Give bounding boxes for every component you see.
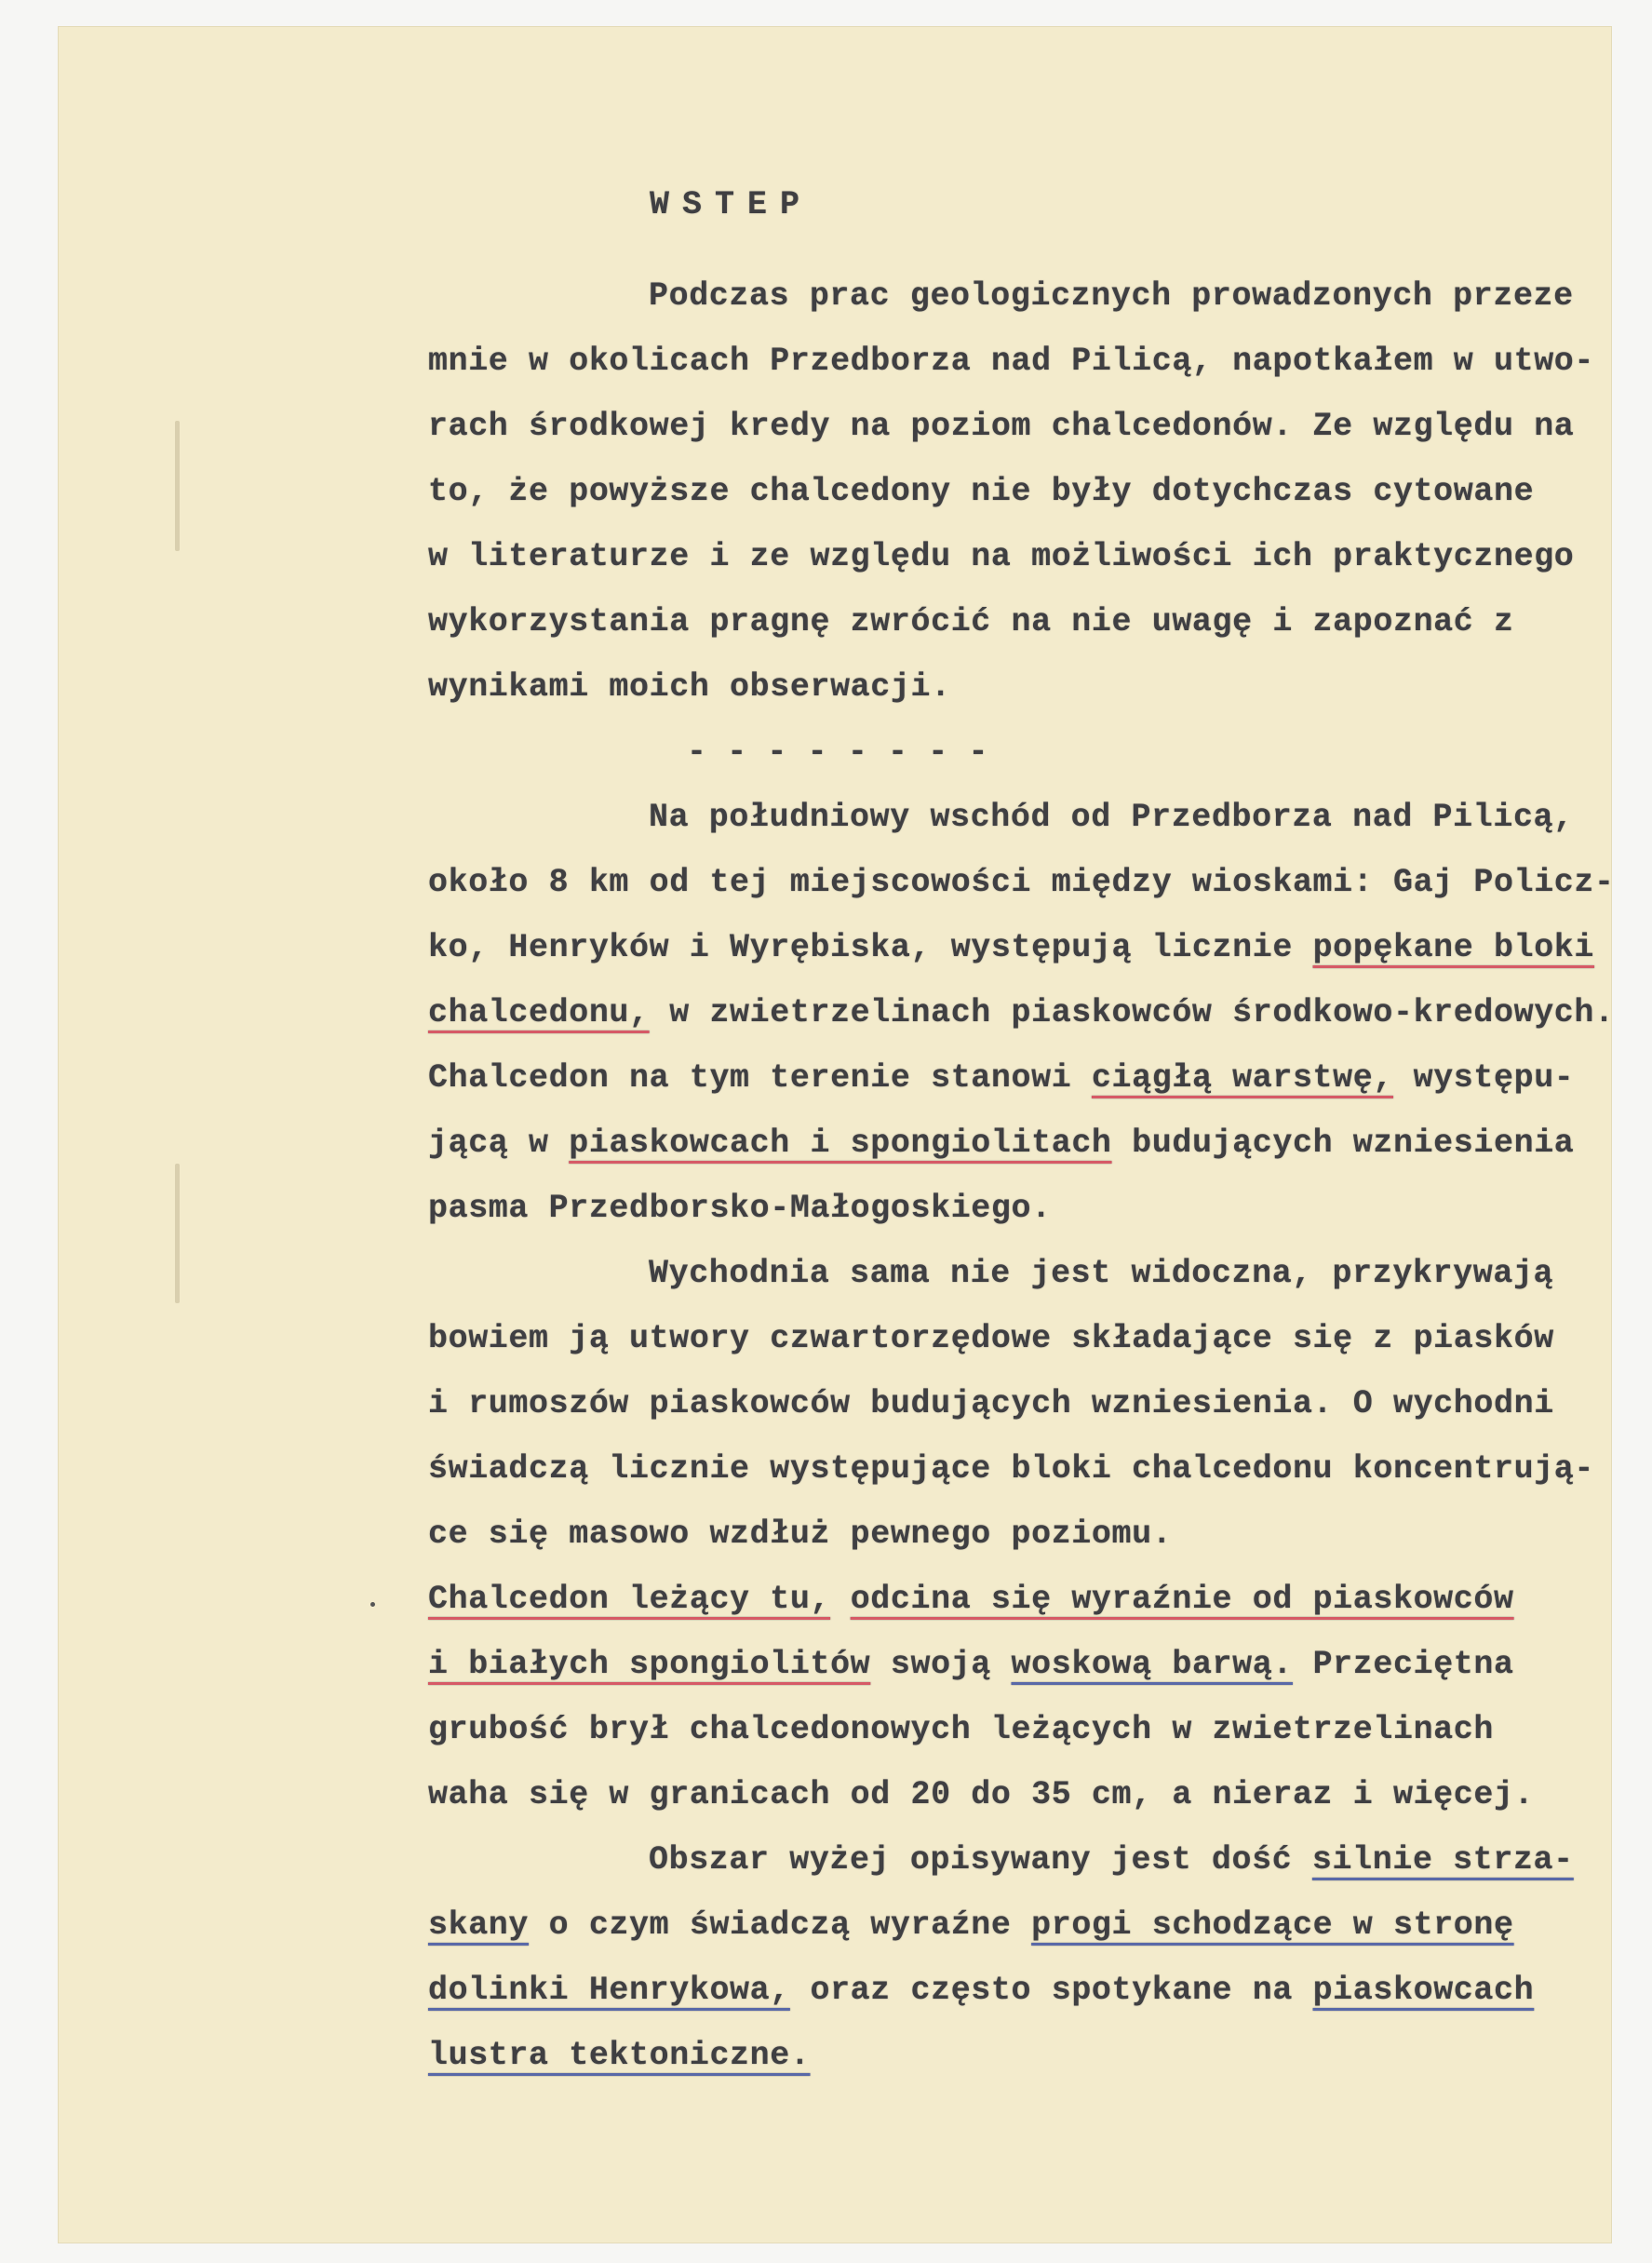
para2-line-1: Na południowy wschód od Przedborza nad Pilicą, (649, 799, 1574, 836)
para1-line-1: Podczas prac geologicznych prowadzonych przeze (649, 277, 1574, 315)
para3-line-5: ce się masowo wzdłuż pewnego poziomu. (428, 1515, 1173, 1553)
para3-line-2: bowiem ją utwory czwartorzędowe składające się z piasków (428, 1320, 1554, 1357)
para1-line-2: mnie w okolicach Przedborza nad Pilicą, napotkałem w utwo- (428, 343, 1594, 380)
red-underlined-phrase: chalcedonu, (428, 994, 650, 1031)
para2-line-3 (428, 929, 1594, 966)
para5-line-2 (428, 1906, 1514, 1944)
text-segment: występu- (1392, 1059, 1575, 1097)
para4-line-3: grubość brył chalcedonowych leżących w zwietrzelinach (428, 1711, 1494, 1748)
text-segment: swoją (870, 1646, 1012, 1683)
blue-underlined-phrase: skany (428, 1906, 530, 1944)
text-segment: Chalcedon na tym terenie stanowi (428, 1059, 1092, 1097)
para5-line-1 (649, 1841, 1574, 1879)
blue-underlined-phrase: progi schodzące w stronę (1031, 1906, 1514, 1944)
para1-line-4: to, że powyższe chalcedony nie były dotychczas cytowane (428, 473, 1535, 510)
para2-line-6 (428, 1125, 1574, 1162)
blue-underlined-phrase: dolinki Henrykowa, (428, 1972, 790, 2009)
para5-line-4 (428, 2037, 810, 2074)
staple-hole-middle (175, 1164, 180, 1303)
blue-underlined-phrase: silnie strza- (1311, 1841, 1574, 1879)
para1-line-3: rach środkowej kredy na poziom chalcedonów. Ze względu na (428, 408, 1575, 445)
para1-line-7: wynikami moich obserwacji. (428, 668, 951, 706)
para1-line-5: w literaturze i ze względu na możliwości ich praktycznego (428, 538, 1575, 575)
para2-line-4 (428, 994, 1615, 1031)
red-underlined-phrase: ciągłą warstwę, (1091, 1059, 1393, 1097)
text-segment (830, 1581, 851, 1618)
red-underlined-phrase: i białych spongiolitów (428, 1646, 871, 1683)
blue-underlined-phrase: piaskowcach (1312, 1972, 1535, 2009)
para5-line-3 (428, 1972, 1534, 2009)
text-segment: budujących wzniesienia (1111, 1125, 1575, 1162)
blue-underlined-phrase: woskową barwą. (1011, 1646, 1293, 1683)
typed-text (58, 26, 1615, 2074)
text-segment: w zwietrzelinach piaskowców środkowo-kredowych. (649, 994, 1615, 1031)
text-segment: Obszar wyżej opisywany jest dość (649, 1841, 1312, 1879)
para4-line-1 (428, 1581, 1514, 1618)
para3-line-3: i rumoszów piaskowców budujących wzniesienia. O wychodni (428, 1385, 1554, 1422)
text-segment: jącą w (428, 1125, 570, 1162)
para2-line-7: pasma Przedborsko-Małogoskiego. (428, 1190, 1052, 1227)
blue-underlined-phrase: lustra tektoniczne. (428, 2037, 811, 2074)
staple-hole-top (175, 421, 180, 551)
para4-line-4: waha się w granicach od 20 do 35 cm, a nieraz i więcej. (428, 1776, 1535, 1813)
para2-line-5 (428, 1059, 1574, 1097)
red-underlined-phrase: popękane bloki (1312, 929, 1595, 966)
para3-line-4: świadczą licznie występujące bloki chalcedonu koncentrują- (428, 1450, 1594, 1488)
text-segment: oraz często spotykane na (789, 1972, 1313, 2009)
red-underlined-phrase: Chalcedon leżący tu, (428, 1581, 831, 1618)
para1-line-6: wykorzystania pragnę zwrócić na nie uwagę i zapoznać z (428, 603, 1514, 640)
text-segment: Przeciętna (1292, 1646, 1514, 1683)
para4-line-2 (428, 1646, 1514, 1683)
text-segment: ko, Henryków i Wyrębiska, występują licznie (428, 929, 1313, 966)
section-separator: - - - - - - - - (687, 734, 989, 771)
red-underlined-phrase: piaskowcach i spongiolitach (569, 1125, 1112, 1162)
red-underlined-phrase: odcina się wyraźnie od piaskowców (850, 1581, 1514, 1618)
document-page (58, 26, 1615, 2243)
para2-line-2: około 8 km od tej miejscowości między wioskami: Gaj Policz- (428, 864, 1615, 901)
stray-mark (370, 1602, 375, 1607)
text-segment: o czym świadczą wyraźne (529, 1906, 1032, 1944)
para3-line-1: Wychodnia sama nie jest widoczna, przykrywają (649, 1255, 1554, 1292)
page-title: WSTEP (650, 186, 813, 223)
